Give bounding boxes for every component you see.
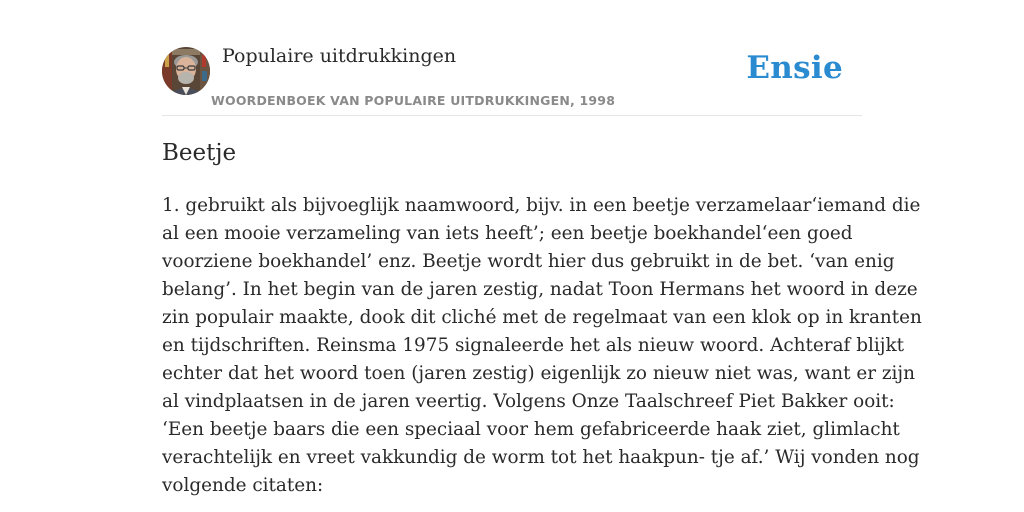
- source-header: [162, 0, 862, 116]
- entry-line: en tijdschriften. Reinsma 1975 signaleerde het als nieuw woord. Achteraf blijkt: [162, 335, 904, 356]
- author-avatar[interactable]: [162, 47, 210, 95]
- source-title[interactable]: Populaire uitdrukkingen: [222, 45, 457, 67]
- entry-line: ‘Een beetje baars die een speciaal voor hem gefabriceerde haak ziet, glimlacht: [162, 419, 900, 440]
- entry-line: 1. gebruikt als bijvoeglijk naamwoord, bijv. in een beetje verzamelaar‘iemand die: [162, 195, 921, 216]
- entry-line: voorziene boekhandel’ enz. Beetje wordt hier dus gebruikt in de bet. ‘van enig: [162, 251, 895, 272]
- entry-line: verachtelijk en vreet vakkundig de worm tot het haakpun- tje af.’ Wij vonden nog: [162, 447, 920, 468]
- author-portrait-icon: [162, 47, 210, 95]
- entry-line: echter dat het woord toen (jaren zestig) eigenlijk zo nieuw niet was, want er zijn: [162, 363, 915, 384]
- entry-line: al een mooie verzameling van iets heeft’; een beetje boekhandel‘een goed: [162, 223, 853, 244]
- entry-line: volgende citaten:: [162, 475, 324, 496]
- entry-body: [162, 192, 922, 500]
- entry-line: belang’. In het begin van de jaren zestig, nadat Toon Hermans het woord in deze: [162, 279, 918, 300]
- source-subtitle: WOORDENBOEK VAN POPULAIRE UITDRUKKINGEN, 1998: [211, 93, 616, 108]
- entry-line: al vindplaatsen in de jaren veertig. Volgens Onze Taalschreef Piet Bakker ooit:: [162, 391, 895, 412]
- entry-line: zin populair maakte, dook dit cliché met de regelmaat van een klok op in kranten: [162, 307, 922, 328]
- entry-title: Beetje: [162, 140, 237, 166]
- brand-logo[interactable]: Ensie: [746, 50, 843, 86]
